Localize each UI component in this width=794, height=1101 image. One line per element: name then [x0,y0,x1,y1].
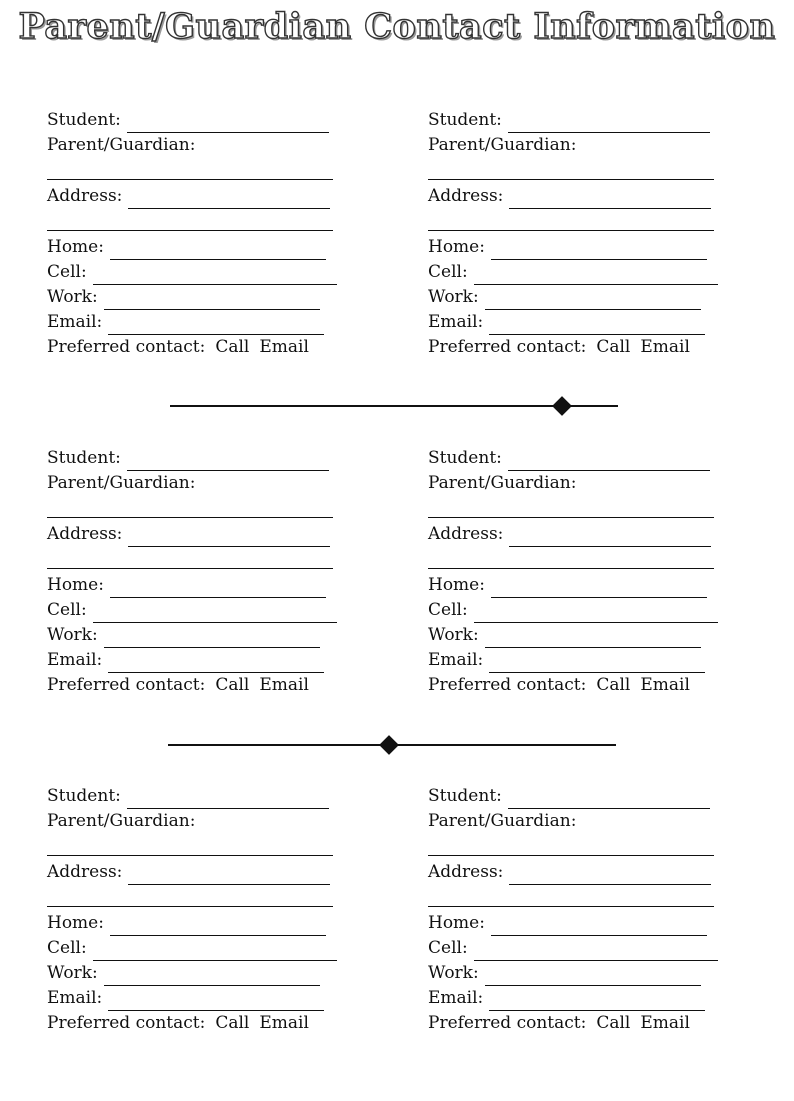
address-label: Address: [428,186,504,206]
parent-guardian-label: Parent/Guardian: [428,811,577,831]
cell-phone-label: Cell: [428,262,468,282]
address-label: Address: [47,862,123,882]
email-field[interactable] [489,315,705,335]
home-phone-label: Home: [428,237,485,257]
work-phone-label: Work: [47,287,98,307]
student-field[interactable] [508,789,710,809]
preferred-email-option[interactable]: Email [640,675,690,695]
contact-form-block [428,784,728,1036]
student-field[interactable] [508,113,710,133]
home-phone-label: Home: [47,237,104,257]
contact-form-block [47,446,347,698]
preferred-contact-label: Preferred contact: [428,337,587,357]
home-phone-label: Home: [47,575,104,595]
preferred-contact-label: Preferred contact: [47,1013,206,1033]
parent-guardian-field[interactable] [47,158,333,180]
cell-phone-field[interactable] [93,603,337,623]
address-label: Address: [428,524,504,544]
preferred-email-option[interactable]: Email [259,675,309,695]
home-phone-label: Home: [428,913,485,933]
parent-guardian-label: Parent/Guardian: [47,811,196,831]
email-label: Email: [428,650,484,670]
student-label: Student: [428,448,502,468]
address-field[interactable] [509,527,711,547]
page-title: Parent/Guardian Contact Information [18,6,776,47]
home-phone-field[interactable] [491,916,707,936]
preferred-call-option[interactable]: Call [215,337,250,357]
address-label: Address: [47,186,123,206]
parent-guardian-label: Parent/Guardian: [428,473,577,493]
preferred-email-option[interactable]: Email [259,337,309,357]
email-field[interactable] [108,991,324,1011]
preferred-call-option[interactable]: Call [215,1013,250,1033]
home-phone-field[interactable] [491,240,707,260]
preferred-email-option[interactable]: Email [259,1013,309,1033]
preferred-call-option[interactable]: Call [596,675,631,695]
email-label: Email: [428,988,484,1008]
home-phone-label: Home: [47,913,104,933]
section-divider [168,735,616,755]
work-phone-label: Work: [428,963,479,983]
parent-guardian-label: Parent/Guardian: [428,135,577,155]
cell-phone-field[interactable] [93,265,337,285]
parent-guardian-field[interactable] [47,496,333,518]
preferred-call-option[interactable]: Call [596,337,631,357]
work-phone-label: Work: [428,287,479,307]
home-phone-field[interactable] [491,578,707,598]
work-phone-field[interactable] [104,628,320,648]
parent-guardian-label: Parent/Guardian: [47,473,196,493]
address-field[interactable] [509,189,711,209]
work-phone-label: Work: [47,963,98,983]
address-line-2-field[interactable] [428,547,714,569]
address-label: Address: [47,524,123,544]
email-field[interactable] [489,991,705,1011]
work-phone-field[interactable] [485,290,701,310]
parent-guardian-field[interactable] [428,834,714,856]
contact-form-block [47,108,347,360]
work-phone-field[interactable] [485,966,701,986]
preferred-contact-label: Preferred contact: [47,675,206,695]
address-line-2-field[interactable] [47,209,333,231]
cell-phone-label: Cell: [47,938,87,958]
home-phone-field[interactable] [110,916,326,936]
parent-guardian-label: Parent/Guardian: [47,135,196,155]
preferred-call-option[interactable]: Call [596,1013,631,1033]
student-field[interactable] [508,451,710,471]
cell-phone-field[interactable] [474,265,718,285]
email-label: Email: [47,650,103,670]
email-label: Email: [47,312,103,332]
student-label: Student: [47,448,121,468]
work-phone-field[interactable] [104,966,320,986]
student-field[interactable] [127,113,329,133]
email-label: Email: [428,312,484,332]
diamond-ornament-icon [379,735,399,755]
parent-guardian-field[interactable] [428,496,714,518]
student-label: Student: [47,786,121,806]
address-label: Address: [428,862,504,882]
preferred-call-option[interactable]: Call [215,675,250,695]
diamond-ornament-icon [552,396,572,416]
preferred-email-option[interactable]: Email [640,337,690,357]
address-field[interactable] [128,865,330,885]
home-phone-field[interactable] [110,578,326,598]
home-phone-field[interactable] [110,240,326,260]
cell-phone-label: Cell: [47,262,87,282]
address-line-2-field[interactable] [428,209,714,231]
parent-guardian-field[interactable] [47,834,333,856]
cell-phone-label: Cell: [47,600,87,620]
contact-form-block [47,784,347,1036]
student-field[interactable] [127,789,329,809]
work-phone-label: Work: [47,625,98,645]
cell-phone-field[interactable] [93,941,337,961]
address-field[interactable] [128,527,330,547]
cell-phone-field[interactable] [474,603,718,623]
home-phone-label: Home: [428,575,485,595]
address-field[interactable] [128,189,330,209]
address-field[interactable] [509,865,711,885]
preferred-contact-label: Preferred contact: [428,1013,587,1033]
cell-phone-label: Cell: [428,938,468,958]
cell-phone-field[interactable] [474,941,718,961]
preferred-email-option[interactable]: Email [640,1013,690,1033]
email-field[interactable] [108,315,324,335]
address-line-2-field[interactable] [428,885,714,907]
work-phone-field[interactable] [485,628,701,648]
parent-guardian-field[interactable] [428,158,714,180]
contact-form-block [428,108,728,360]
email-label: Email: [47,988,103,1008]
cell-phone-label: Cell: [428,600,468,620]
student-label: Student: [428,110,502,130]
student-label: Student: [47,110,121,130]
email-field[interactable] [108,653,324,673]
preferred-contact-label: Preferred contact: [428,675,587,695]
work-phone-label: Work: [428,625,479,645]
section-divider [170,396,618,416]
student-label: Student: [428,786,502,806]
preferred-contact-label: Preferred contact: [47,337,206,357]
address-line-2-field[interactable] [47,885,333,907]
work-phone-field[interactable] [104,290,320,310]
contact-form-block [428,446,728,698]
address-line-2-field[interactable] [47,547,333,569]
student-field[interactable] [127,451,329,471]
email-field[interactable] [489,653,705,673]
